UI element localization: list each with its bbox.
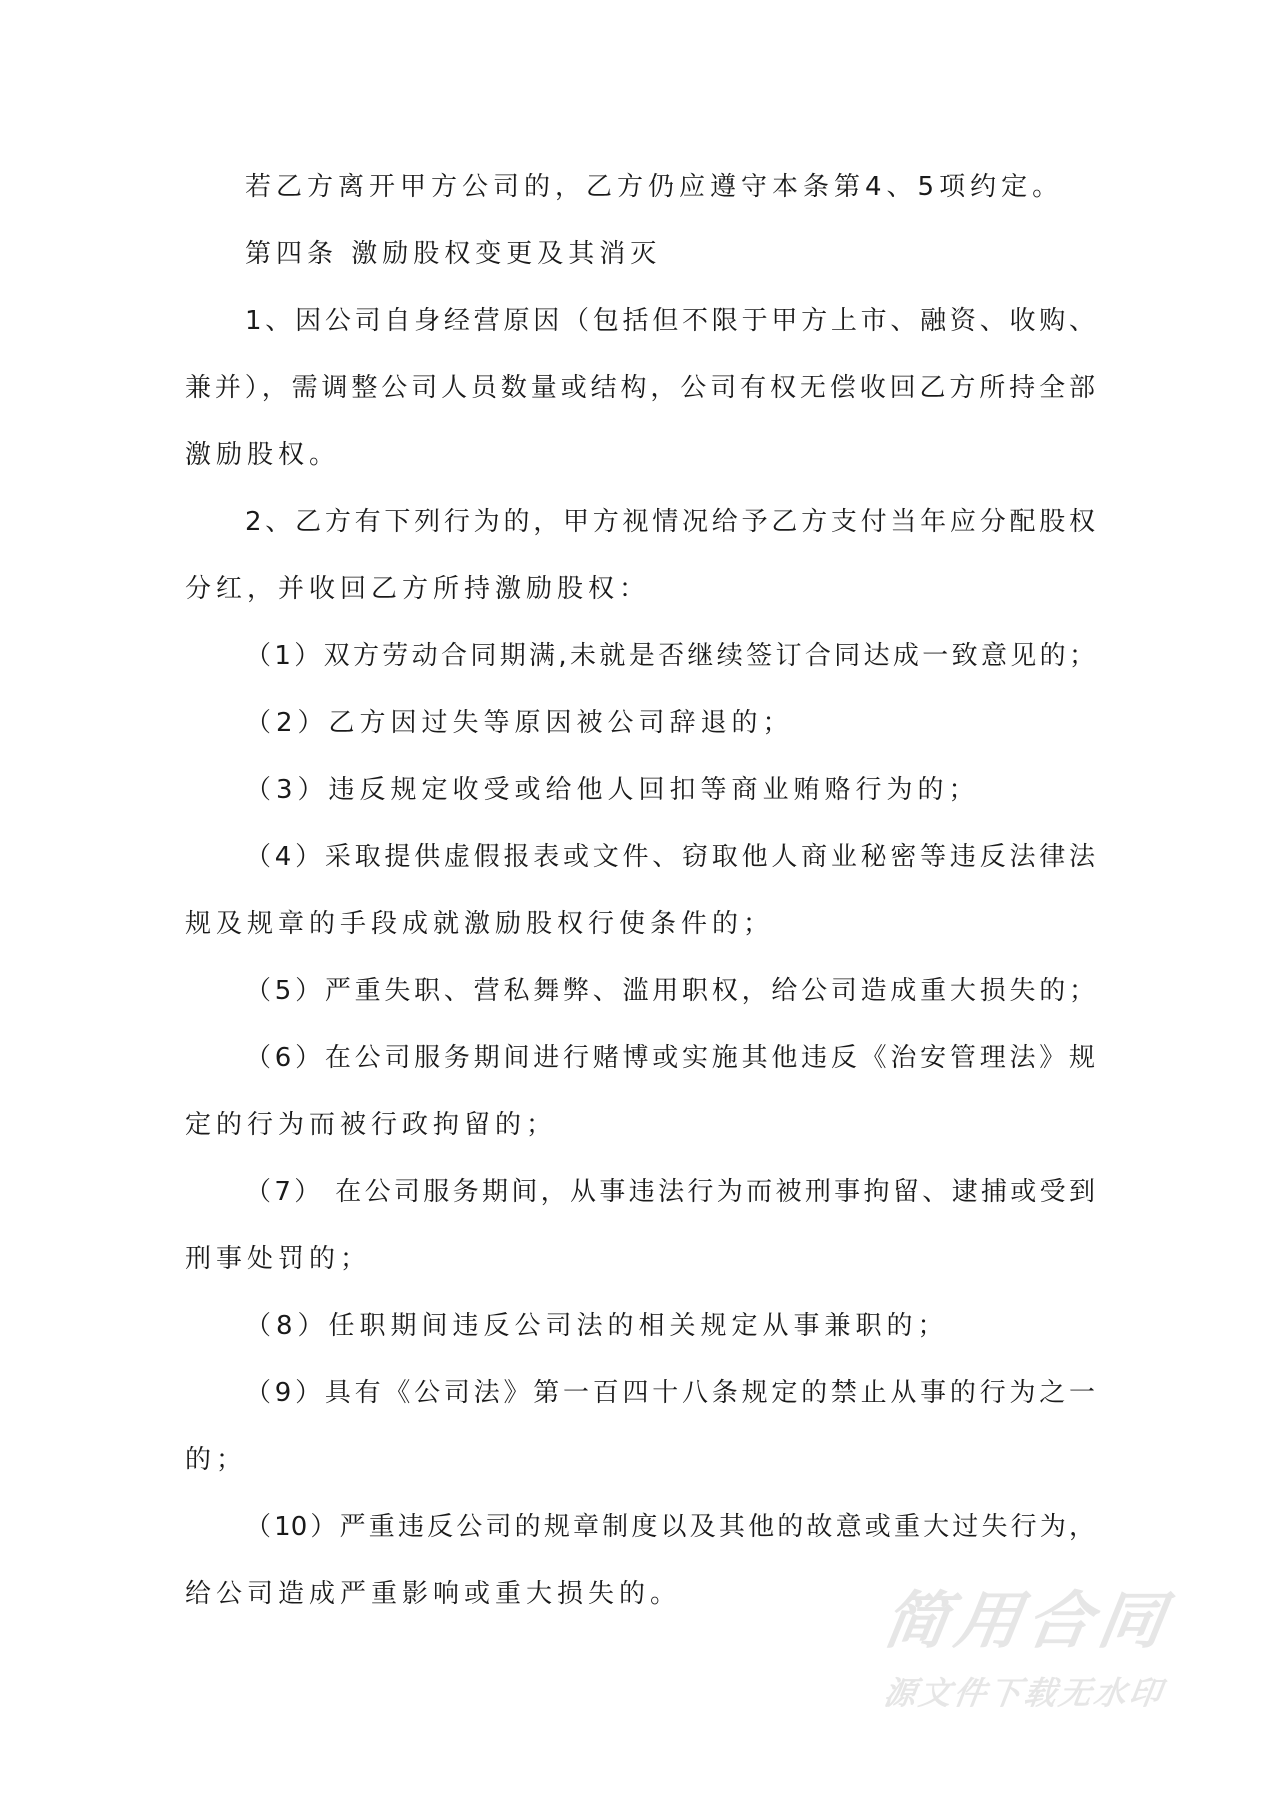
watermark	[878, 1584, 1180, 1712]
list-item: （1）双方劳动合同期满,未就是否继续签订合同达成一致意见的；	[245, 641, 1095, 671]
paragraph-line: 激励股权。	[185, 440, 341, 470]
paragraph-line: 1、因公司自身经营原因（包括但不限于甲方上市、融资、收购、	[245, 306, 1095, 336]
list-item-continuation: 规及规章的手段成就激励股权行使条件的；	[185, 909, 775, 939]
list-item: （3）违反规定收受或给他人回扣等商业贿赂行为的；	[245, 775, 980, 805]
list-item-continuation: 给公司造成严重影响或重大损失的。	[185, 1579, 682, 1609]
list-item-continuation: 定的行为而被行政拘留的；	[185, 1110, 558, 1140]
list-item: （10）严重违反公司的规章制度以及其他的故意或重大过失行为，	[245, 1512, 1095, 1542]
list-item: （6）在公司服务期间进行赌博或实施其他违反《治安管理法》规	[245, 1043, 1095, 1073]
list-item: （8）任职期间违反公司法的相关规定从事兼职的；	[245, 1311, 949, 1341]
paragraph-line: 若乙方离开甲方公司的，乙方仍应遵守本条第4、5项约定。	[245, 172, 1064, 202]
article-heading: 第四条 激励股权变更及其消灭	[245, 239, 662, 269]
document-body	[185, 154, 1095, 1628]
list-item-continuation: 刑事处罚的；	[185, 1244, 372, 1274]
watermark-tagline: 源文件下载无水印	[881, 1674, 1167, 1712]
paragraph-line: 分红，并收回乙方所持激励股权：	[185, 574, 651, 604]
list-item: （9）具有《公司法》第一百四十八条规定的禁止从事的行为之一	[245, 1378, 1095, 1408]
paragraph-line: 兼并），需调整公司人员数量或结构，公司有权无偿收回乙方所持全部	[185, 373, 1095, 403]
list-item: （7） 在公司服务期间，从事违法行为而被刑事拘留、逮捕或受到	[245, 1177, 1095, 1207]
paragraph-line: 2、乙方有下列行为的，甲方视情况给予乙方支付当年应分配股权	[245, 507, 1095, 537]
watermark-brand: 简用合同	[878, 1584, 1175, 1657]
list-item-continuation: 的；	[185, 1445, 248, 1475]
list-item: （5）严重失职、营私舞弊、滥用职权，给公司造成重大损失的；	[245, 976, 1095, 1006]
list-item: （2）乙方因过失等原因被公司辞退的；	[245, 708, 794, 738]
list-item: （4）采取提供虚假报表或文件、窃取他人商业秘密等违反法律法	[245, 842, 1095, 872]
